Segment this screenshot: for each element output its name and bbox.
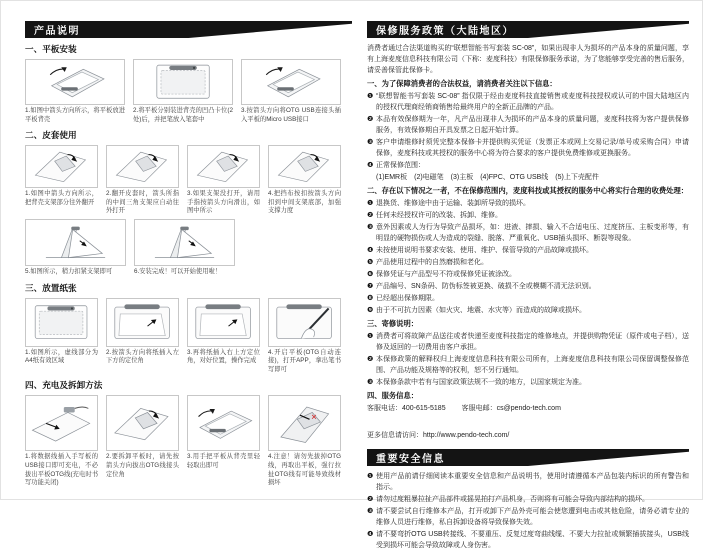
warranty-item (367, 137, 689, 159)
step (241, 59, 341, 124)
step (268, 395, 341, 487)
step-figure (106, 395, 179, 451)
do-not-pull-cable-sketch (270, 398, 338, 449)
section-heading: 一、平板安装 (25, 44, 77, 54)
step-caption: 4.注意！请勿先拔掉OTG线，再取出平板，强行拉扯OTG线有可能导致线材损坏 (268, 453, 341, 487)
warranty-intro: 消费者通过合法渠道购买的“联想智能书写套装 SC-08”，如果出现非人为损坏的产品本身的质量问题，享有上海麦度信息科技有限公司（下称：麦度科技）有限保修服务承诺，为了您能够享受完善的售后服务，请妥善保管此保修卡。 (367, 45, 689, 74)
section-heading: 二、皮套使用 (25, 130, 77, 141)
warranty-text: 本保修政策的解释权归上海麦度信息科技有限公司所有，上海麦度信息科技有限公司保留调整保修范围、产品功能及规格等的权利，恕不另行通知。 (376, 356, 689, 374)
warranty-item (367, 257, 689, 268)
writing-board-sketch (136, 61, 230, 102)
step-figure (106, 298, 179, 347)
charging-cable-sketch (27, 398, 95, 449)
step (106, 145, 179, 216)
step-caption: 4.把挡布按扣按箭头方向扣到中间支架底部，加强支撑力度 (268, 190, 341, 215)
circled-number-icon: ❹ (367, 531, 374, 538)
page-warranty-policy (367, 21, 689, 552)
step-caption: 4.开启平板(OTG自动连接)，打开APP，拿出笔书写即可 (268, 348, 341, 373)
warranty-item (367, 293, 689, 304)
step (134, 219, 235, 277)
folio-open-sketch (27, 147, 95, 186)
circled-number-icon: ❶ (367, 200, 374, 207)
circled-number-icon: ❹ (367, 247, 374, 254)
warranty-text: 消费者可将故障产品送往或者快递至麦度科技指定的维修地点，并提供购物凭证（原件或电子档），送修及返回的一切费用由客户承担。 (376, 333, 689, 351)
tablet-into-shell-sketch (28, 61, 122, 102)
warranty-text: 产品使用过程中的自然磨损和老化。 (376, 259, 488, 266)
safety-title: 重要安全信息 (376, 454, 445, 465)
step (187, 298, 260, 366)
safety-item (367, 529, 689, 551)
warranty-text: “联想智能书写套装 SC-08” 指仅限于经由麦度科技直接销售或麦度科技授权或认可的中国大陆地区内的授权代理商经销商销售给最终用户的全新正品牌的产品。 (376, 93, 689, 111)
step (25, 219, 126, 277)
safety-item (367, 506, 689, 528)
warranty-item (367, 210, 689, 221)
folio-open-sketch (108, 398, 176, 449)
step-caption: 3.用手把平板从背壳里轻轻取出即可 (187, 453, 260, 469)
circled-number-icon: ❸ (367, 139, 374, 146)
manual-section (25, 282, 352, 375)
circled-number-icon: ❹ (367, 162, 374, 169)
warranty-item (367, 160, 689, 171)
warranty-banner (367, 21, 689, 38)
manual-section (25, 43, 352, 124)
manual-section (25, 379, 352, 487)
step-figure (106, 145, 179, 188)
warranty-text: 任何未经授权许可的改装、拆卸、维修。 (376, 212, 502, 219)
warranty-item (367, 114, 689, 136)
figure-row (25, 145, 352, 216)
step-figure (241, 59, 341, 105)
warranty-scope-line: (1)EMR板 (2)电磁笔 (3)主板 (4)FPC、OTG USB线 (5)上下壳配件 (376, 174, 599, 181)
step-figure (25, 145, 98, 188)
step-caption: 5.如图所示，稍力扣紧支架即可 (25, 267, 113, 275)
warranty-text: 退换货、维修途中由于运输、装卸所导致的损坏。 (376, 200, 530, 207)
service-email: 客服电邮：cs@pendo-tech.com (461, 405, 561, 412)
circled-number-icon: ❾ (367, 307, 374, 314)
section-heading: 四、充电及拆卸方法 (25, 380, 103, 391)
folio-open-sketch (189, 147, 257, 186)
manual-section (25, 129, 352, 276)
warranty-item (367, 198, 689, 209)
circled-number-icon: ❷ (367, 116, 374, 123)
step (25, 59, 125, 124)
writing-board-sketch (27, 300, 95, 344)
step (25, 298, 98, 366)
manual-sections (25, 43, 352, 488)
circled-number-icon: ❻ (367, 271, 374, 278)
tablet-into-shell-sketch (189, 398, 257, 449)
circled-number-icon: ❽ (367, 295, 374, 302)
warranty-item (367, 305, 689, 316)
step (133, 59, 233, 124)
warranty-section-heading: 四、服务信息： (367, 391, 419, 400)
folio-open-sketch (270, 147, 338, 186)
tablet-into-shell-sketch (244, 61, 338, 102)
warranty-item (367, 354, 689, 376)
circled-number-icon: ❶ (367, 93, 374, 100)
step (106, 395, 179, 479)
warranty-text: 客户申请维修时须凭完整本保修卡并提供购买凭证（发票正本或网上交易记录/单号或采购合同）申请保修，麦度科技或其授权的服务中心将为符合要求的客户提供免费维修或更换服务。 (376, 139, 689, 157)
safety-text: 请勿过度粗暴拉扯产品部件或摇晃拍打产品机身，否则将有可能会导致内部结构的损坏。 (376, 496, 649, 503)
warranty-text: 已经超出保修期限。 (376, 295, 439, 302)
step-figure (268, 298, 341, 347)
warranty-text: 意外因素或人为行为导致产品损坏，如：进液、摔损、输入不合适电压、过度挤压、主板变形等，有明显的硬物损伤或人为造成的裂缝、脱落、严重氧化、USB插头损坏、断裂等现象。 (376, 224, 689, 242)
step-caption: 2.按箭头方向将纸插入左下方的定位角 (106, 348, 179, 365)
step-figure (268, 145, 341, 188)
figure-row (25, 59, 352, 124)
warranty-item (367, 91, 689, 113)
warranty-section-heading: 三、寄修说明： (367, 319, 419, 328)
step-figure (187, 395, 260, 451)
warranty-text: 由于不可抗力因素（如火灾、地震、水灾等）而造成的故障或损坏。 (376, 307, 586, 314)
step-figure (134, 219, 235, 266)
safety-text: 请不要尝试自行维修本产品，打开或卸下产品外壳可能会使您遭到电击或其他危险，请务必请专业的维修人员进行维修，私自拆卸设备将导致保修失效。 (376, 508, 689, 526)
figure-row (25, 395, 352, 487)
circled-number-icon: ❷ (367, 496, 374, 503)
step-figure (25, 395, 98, 451)
step-figure (25, 298, 98, 347)
stand-side-view-sketch (28, 221, 123, 263)
warranty-item (367, 245, 689, 256)
paper-placement-sketch (108, 300, 176, 344)
step (106, 298, 179, 366)
step-caption: 1.如图中箭头方向所示，将平板放进平板背壳 (25, 107, 125, 123)
step (25, 395, 98, 487)
step-caption: 1.如图所示，虚线部分为A4纸有效区域 (25, 348, 98, 365)
warranty-text: 本保修条款中若有与国家政策法规不一致的地方，以国家规定为准。 (376, 379, 586, 386)
svg-text:✕: ✕ (311, 412, 318, 422)
product-manual-banner (25, 21, 352, 38)
step-caption: 1.将数据线插入手写板的USB接口即可充电，不必拔出平板OTG线(充电时书写功能关闭) (25, 453, 98, 487)
step-figure (187, 145, 260, 188)
step-figure (187, 298, 260, 347)
warranty-section-heading: 二、存在以下情况之一者，不在保修范围内，麦度科技或其授权的服务中心将实行合理的收费处理： (367, 186, 689, 195)
step-caption: 3.再将纸插入右上方定位角，对好位置，操作完成 (187, 348, 260, 365)
section-heading: 三、放置纸张 (25, 282, 77, 293)
step-caption: 3.按箭头方向将OTG USB连接头插入平板的Micro USB接口 (241, 107, 341, 123)
page-product-manual (25, 21, 352, 491)
service-info-row (367, 403, 689, 441)
warranty-text: 保修凭证与产品型号不符或保修凭证被涂改。 (376, 271, 516, 278)
safety-items (367, 471, 689, 551)
warranty-text: 正常保修范围： (376, 162, 425, 169)
warranty-text: 产品编号、SN条码、防伪标签被更换、破损不全或模糊不清无法识别。 (376, 283, 596, 290)
step-caption: 2.将平板分别装进背壳的凹凸卡位(2处)后，并把笔放入笔套中 (133, 107, 233, 123)
warranty-item (367, 377, 689, 388)
warranty-title: 保修服务政策（大陆地区） (376, 26, 514, 37)
warranty-text: 未按使用说明书要求安装、使用、维护、保管导致的产品故障或损坏。 (376, 247, 593, 254)
warranty-item (367, 331, 689, 353)
warranty-section-heading: 一、为了保障消费者的合法权益，请消费者关注以下信息： (367, 79, 557, 88)
step-caption: 2.要拆卸平板时，请先按箭头方向拔出OTG线接头定位角 (106, 453, 179, 478)
circled-number-icon: ❷ (367, 212, 374, 219)
paper-placement-sketch (189, 300, 257, 344)
circled-number-icon: ❺ (367, 259, 374, 266)
step (25, 145, 98, 207)
circled-number-icon: ❷ (367, 356, 374, 363)
figure-row (25, 219, 352, 277)
service-phone: 客服电话：400-615-5185 (367, 405, 446, 412)
warranty-sections (367, 79, 689, 401)
circled-number-icon: ❶ (367, 473, 374, 480)
step-figure (25, 59, 125, 105)
safety-text: 请不要弯折OTG USB转接线、不要重压、反复过度弯曲线缆、不要大力拉扯或频繁插拔接头，USB线受到损坏可能会导致故障或人身伤害。 (376, 531, 689, 549)
warranty-item (367, 281, 689, 292)
page-title: 产品说明 (34, 26, 80, 37)
step (268, 298, 341, 375)
safety-banner (367, 449, 689, 466)
safety-text: 使用产品前请仔细阅读本重要安全信息和产品说明书，使用时请遵循本产品包装内标识的所有警告和指示。 (376, 473, 689, 491)
warranty-item (367, 222, 689, 244)
folio-open-sketch (108, 147, 176, 186)
step-caption: 2.翻开皮套时，箭头所指的中间三角支架应自动往外打开 (106, 190, 179, 215)
warranty-text: 本品有效保修期为一年，凡产品出现非人为损坏的产品本身的质量问题，麦度科技将为客户提供保修服务，有效保修期自开具发票之日起开始计算。 (376, 116, 689, 134)
step (187, 145, 260, 216)
circled-number-icon: ❼ (367, 283, 374, 290)
pen-writing-sketch (270, 300, 338, 344)
step-caption: 6.安装完成！可以开始使用啦！ (134, 267, 222, 275)
step-figure (268, 395, 341, 451)
step-caption: 1.如图中箭头方向所示，把背壳支架部分往外翻开 (25, 190, 98, 206)
circled-number-icon: ❸ (367, 379, 374, 386)
figure-row (25, 298, 352, 375)
warranty-item (367, 269, 689, 280)
circled-number-icon: ❸ (367, 224, 374, 231)
step-caption: 3.如果支架没打开，请用手指按箭头方向滑出，如图中所示 (187, 190, 260, 215)
circled-number-icon: ❸ (367, 508, 374, 515)
circled-number-icon: ❶ (367, 333, 374, 340)
safety-item (367, 471, 689, 493)
step (187, 395, 260, 470)
step-figure (133, 59, 233, 105)
service-url: 更多信息请访问：http://www.pendo-tech.com/ (367, 432, 510, 439)
stand-side-view-sketch (137, 221, 232, 263)
step-figure (25, 219, 126, 266)
step (268, 145, 341, 216)
